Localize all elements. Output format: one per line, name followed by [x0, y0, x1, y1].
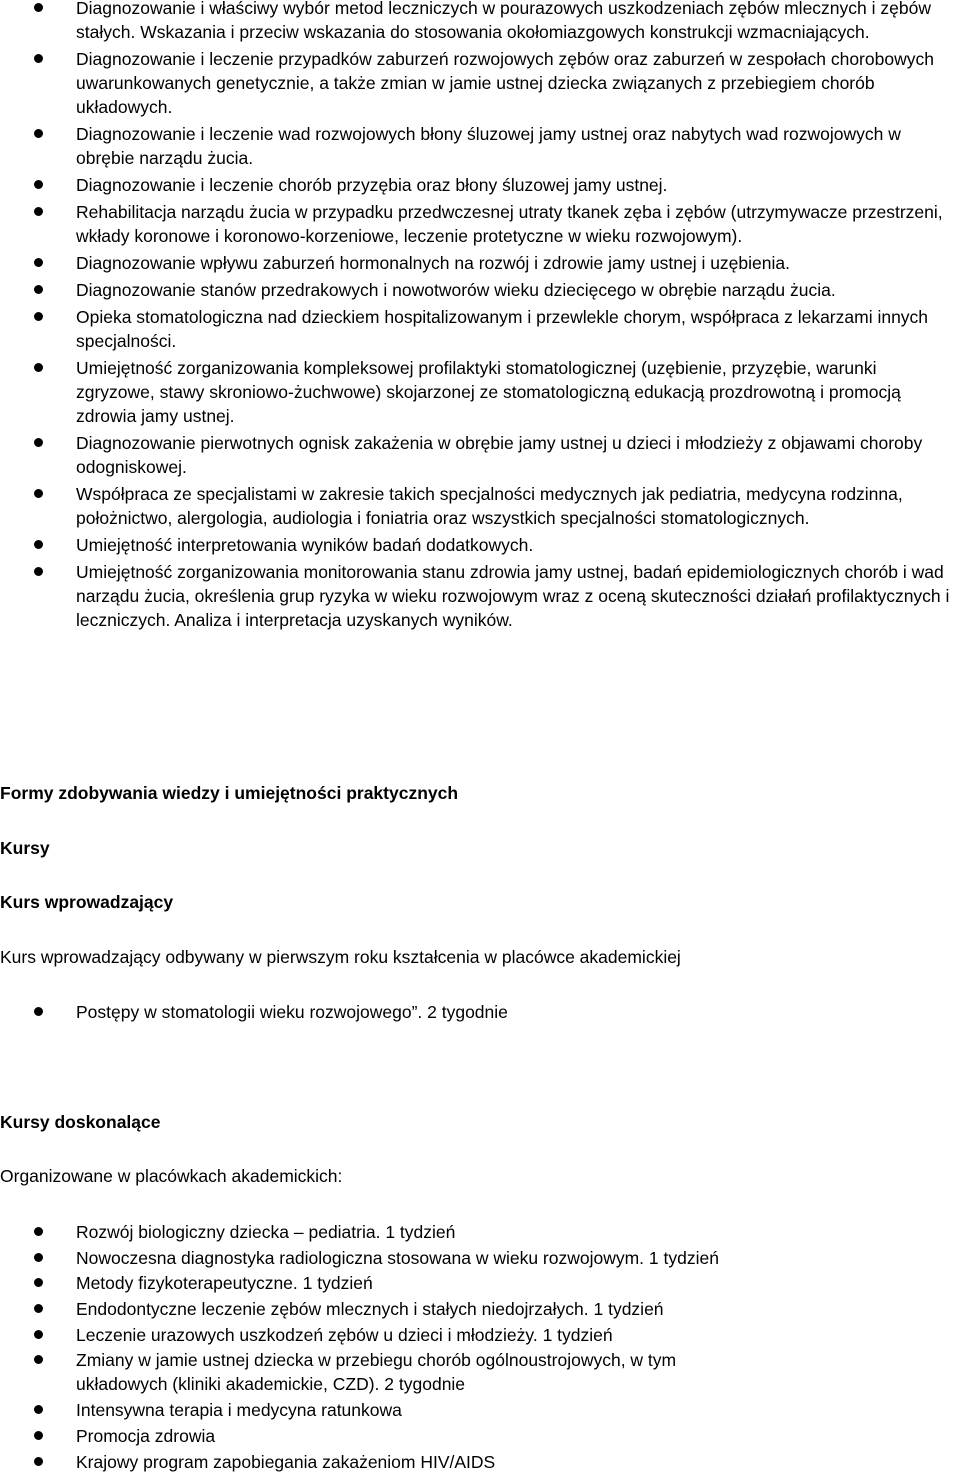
list-item — [0, 200, 958, 248]
bullet-icon — [34, 1431, 43, 1440]
bullet-icon — [34, 1355, 43, 1364]
bullet-icon — [34, 1330, 43, 1339]
list-item-text: Metody fizykoterapeutyczne. 1 tydzień — [76, 1273, 373, 1294]
bullet-icon — [34, 1007, 43, 1016]
bullet-icon — [34, 285, 43, 294]
list-item-text: Diagnozowanie i właściwy wybór metod leczniczych w pourazowych uszkodzeniach zębów mlecznych i zębów stałych. Wskazania i przeciw wskazania do stosowania okołomiazgowych konstrukcji wzmacniających. — [76, 0, 931, 42]
bullet-icon — [34, 1227, 43, 1236]
list-item — [0, 1297, 958, 1321]
section-heading-intro-course: Kurs wprowadzający — [0, 892, 174, 912]
list-item — [0, 560, 958, 632]
list-item — [0, 533, 958, 557]
bullet-icon — [34, 1405, 43, 1414]
bullet-icon — [34, 54, 43, 63]
section-heading-courses: Kursy — [0, 838, 50, 858]
competencies-list — [0, 0, 958, 635]
list-item-text: Diagnozowanie stanów przedrakowych i nowotworów wieku dziecięcego w obrębie narządu żucia. — [76, 280, 836, 300]
bullet-icon — [34, 1304, 43, 1313]
bullet-icon — [34, 207, 43, 216]
list-item-text: Diagnozowanie i leczenie wad rozwojowych błony śluzowej jamy ustnej oraz nabytych wad rozwojowych w obrębie narządu żucia. — [76, 124, 901, 168]
list-item-text: Diagnozowanie wpływu zaburzeń hormonalnych na rozwój i zdrowie jamy ustnej i uzębienia. — [76, 253, 790, 273]
bullet-icon — [34, 3, 43, 12]
list-item-text: Leczenie urazowych uszkodzeń zębów u dzieci i młodzieży. 1 tydzień — [76, 1324, 613, 1345]
list-item-text: Diagnozowanie i leczenie przypadków zaburzeń rozwojowych zębów oraz zaburzeń w zespołach chorobowych uwarunkowanych genetycznie, a także zmian w jamie ustnej dziecka związanych z przebiegiem chorób układowych. — [76, 49, 934, 117]
list-item-text: Współpraca ze specjalistami w zakresie takich specjalności medycznych jak pediatria, medycyna rodzinna, położnictwo, alergologia, audiologia i foniatria oraz wszystkich specjalności stomatologicznych. — [76, 484, 903, 528]
list-item-text: Rehabilitacja narządu żucia w przypadku przedwczesnej utraty tkanek zęba i zębów (utrzymywacze przestrzeni, wkłady koronowe i koronowo-korzeniowe, leczenie protetyczne w wieku rozwojowym). — [76, 202, 943, 246]
list-item-text: Intensywna terapia i medycyna ratunkowa — [76, 1400, 402, 1421]
list-item — [0, 1220, 958, 1244]
list-item — [0, 1271, 958, 1295]
list-item-text: Diagnozowanie i leczenie chorób przyzębia oraz błony śluzowej jamy ustnej. — [76, 175, 668, 195]
list-item — [0, 1348, 958, 1396]
list-item — [0, 47, 958, 119]
list-item — [0, 431, 958, 479]
bullet-icon — [34, 363, 43, 372]
list-item-text: Umiejętność zorganizowania monitorowania stanu zdrowia jamy ustnej, badań epidemiologicznych chorób i wad narządu żucia, określenia grup ryzyka w wieku rozwojowym wraz z oceną skuteczności działań profilaktycznych i leczniczych. Analiza i interpretacja uzyskanych wyników. — [76, 562, 950, 630]
bullet-icon — [34, 180, 43, 189]
list-item-text: Promocja zdrowia — [76, 1425, 216, 1446]
bullet-icon — [34, 129, 43, 138]
list-item — [0, 482, 958, 530]
section-heading-advanced-courses: Kursy doskonalące — [0, 1112, 161, 1132]
advanced-courses-description: Organizowane w placówkach akademickich: — [0, 1166, 343, 1186]
list-item-text: Postępy w stomatologii wieku rozwojowego”. 2 tygodnie — [76, 1002, 508, 1022]
bullet-icon — [34, 1457, 43, 1466]
bullet-icon — [34, 567, 43, 576]
list-item-text: Krajowy program zapobiegania zakażeniom HIV/AIDS — [76, 1451, 496, 1472]
list-item — [0, 1450, 958, 1474]
bullet-icon — [34, 489, 43, 498]
advanced-courses-list — [0, 1220, 958, 1475]
list-item — [0, 173, 958, 197]
list-item — [0, 251, 958, 275]
list-item-text: Endodontyczne leczenie zębów mlecznych i stałych niedojrzałych. 1 tydzień — [76, 1299, 664, 1320]
list-item-text: Opieka stomatologiczna nad dzieckiem hospitalizowanym i przewlekle chorym, współpraca z lekarzami innych specjalności. — [76, 307, 929, 351]
list-item — [0, 1000, 958, 1024]
section-heading-forms: Formy zdobywania wiedzy i umiejętności praktycznych — [0, 783, 459, 803]
list-item-text: Umiejętność zorganizowania kompleksowej profilaktyki stomatologicznej (uzębienie, przyzębie, warunki zgryzowe, stawy skroniowo-żuchwowe) skojarzonej ze stomatologiczną edukacją prozdrowotną i promocją zdrowia jamy ustnej. — [76, 358, 901, 426]
list-item — [0, 1424, 958, 1448]
intro-course-list — [0, 1000, 958, 1027]
bullet-icon — [34, 312, 43, 321]
list-item-text: Nowoczesna diagnostyka radiologiczna stosowana w wieku rozwojowym. 1 tydzień — [76, 1247, 719, 1268]
list-item — [0, 1398, 958, 1422]
list-item — [0, 305, 958, 353]
list-item — [0, 1323, 958, 1347]
bullet-icon — [34, 1253, 43, 1262]
bullet-icon — [34, 438, 43, 447]
bullet-icon — [34, 258, 43, 267]
list-item-text: Diagnozowanie pierwotnych ognisk zakażenia w obrębie jamy ustnej u dzieci i młodzieży z objawami choroby odogniskowej. — [76, 433, 923, 477]
list-item — [0, 122, 958, 170]
intro-course-description: Kurs wprowadzający odbywany w pierwszym roku kształcenia w placówce akademickiej — [0, 947, 681, 967]
bullet-icon — [34, 1278, 43, 1287]
bullet-icon — [34, 540, 43, 549]
list-item — [0, 356, 958, 428]
list-item-text: Zmiany w jamie ustnej dziecka w przebiegu chorób ogólnoustrojowych, w tym układowych (kliniki akademickie, CZD). 2 tygodnie — [76, 1350, 677, 1395]
list-item — [0, 1246, 958, 1270]
list-item — [0, 278, 958, 302]
list-item — [0, 0, 958, 44]
list-item-text: Umiejętność interpretowania wyników badań dodatkowych. — [76, 535, 534, 555]
list-item-text: Rozwój biologiczny dziecka – pediatria. 1 tydzień — [76, 1222, 456, 1242]
